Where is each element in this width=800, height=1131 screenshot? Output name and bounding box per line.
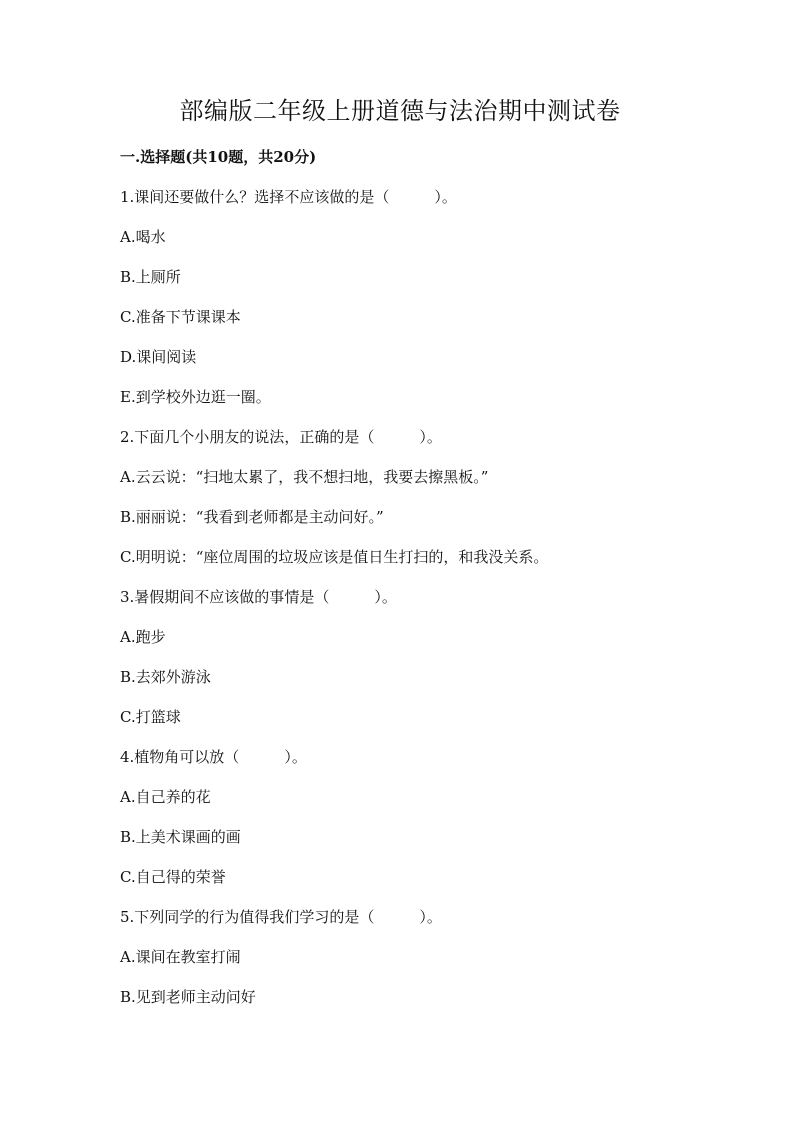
question-3-option-a: A.跑步: [120, 628, 166, 646]
question-4-option-c: C.自己得的荣誉: [120, 868, 226, 886]
exam-title: 部编版二年级上册道德与法治期中测试卷: [179, 97, 621, 125]
question-1-option-b: B.上厕所: [120, 268, 181, 286]
question-5-option-a: A.课间在教室打闹: [120, 948, 241, 966]
question-1-option-d: D.课间阅读: [120, 348, 197, 366]
question-1-option-c: C.准备下节课课本: [120, 308, 241, 326]
question-2-option-b: B.丽丽说：“我看到老师都是主动问好。”: [120, 508, 384, 526]
question-1-option-a: A.喝水: [120, 228, 166, 246]
question-4: 4.植物角可以放（ ）。: [120, 748, 307, 766]
question-2-option-a: A.云云说：“扫地太累了，我不想扫地，我要去擦黑板。”: [120, 468, 489, 486]
question-1-option-e: E.到学校外边逛一圈。: [120, 388, 271, 406]
question-1: 1.课间还要做什么？选择不应该做的是（ ）。: [120, 188, 457, 206]
question-4-option-a: A.自己养的花: [120, 788, 211, 806]
question-list: [120, 186, 740, 1026]
question-5-option-b: B.见到老师主动问好: [120, 988, 256, 1006]
question-5: 5.下列同学的行为值得我们学习的是（ ）。: [120, 908, 442, 926]
question-3: 3.暑假期间不应该做的事情是（ ）。: [120, 588, 397, 606]
question-4-option-b: B.上美术课画的画: [120, 828, 241, 846]
question-2: 2.下面几个小朋友的说法，正确的是（ ）。: [120, 428, 442, 446]
section-heading: 一.选择题(共10题，共20分): [120, 148, 317, 166]
question-3-option-b: B.去郊外游泳: [120, 668, 211, 686]
question-2-option-c: C.明明说：“座位周围的垃圾应该是值日生打扫的，和我没关系。: [120, 548, 549, 566]
question-3-option-c: C.打篮球: [120, 708, 181, 726]
